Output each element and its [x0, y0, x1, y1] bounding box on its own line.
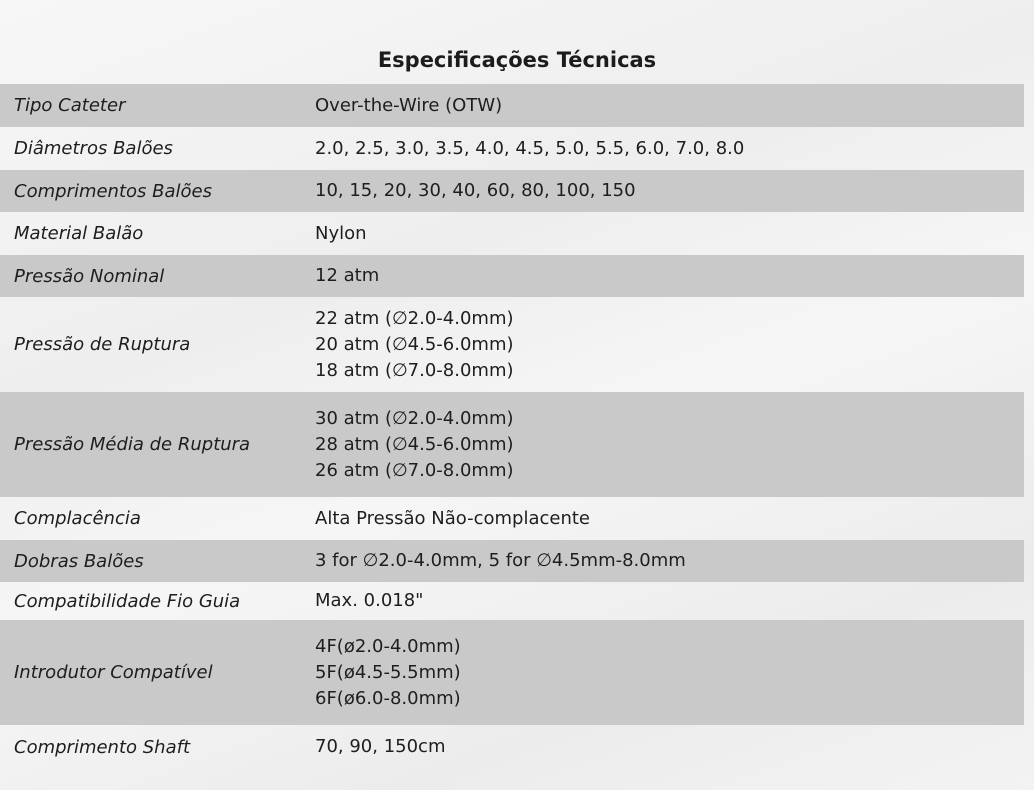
spec-value-line: 12 atm: [315, 265, 380, 286]
spec-value-line: 4F(ø2.0-4.0mm): [315, 635, 461, 657]
spec-value-line: Over-the-Wire (OTW): [315, 94, 503, 116]
spec-value-line: 70, 90, 150cm: [315, 736, 446, 757]
spec-value: [315, 634, 1024, 712]
spec-value-line: 30 atm (∅2.0-4.0mm): [315, 407, 514, 429]
spec-value: [315, 734, 1024, 760]
spec-row-material-balao: [0, 212, 1024, 255]
spec-value-line: 10, 15, 20, 30, 40, 60, 80, 100, 150: [315, 180, 636, 201]
spec-value: [315, 306, 1024, 384]
spec-value: [315, 136, 1024, 162]
spec-row-complacencia: [0, 497, 1024, 540]
spec-label: Compatibilidade Fio Guia: [14, 590, 241, 612]
spec-value-line: 28 atm (∅4.5-6.0mm): [315, 433, 514, 455]
spec-value: [315, 506, 1024, 532]
spec-row-tipo-cateter: [0, 84, 1024, 127]
spec-row-introdutor-compativel: [0, 620, 1024, 725]
page-title: Especificações Técnicas: [377, 48, 657, 72]
spec-value-line: 3 for ∅2.0-4.0mm, 5 for ∅4.5mm-8.0mm: [315, 550, 686, 571]
spec-value: [315, 263, 1024, 289]
spec-row-pressao-ruptura: [0, 297, 1024, 392]
spec-value: [315, 178, 1024, 204]
spec-label: Pressão de Ruptura: [14, 334, 191, 355]
spec-label: Diâmetros Balões: [14, 138, 173, 159]
spec-row-comprimento-shaft: [0, 725, 1024, 769]
spec-row-compatibilidade-fio-guia: [0, 582, 1024, 620]
spec-table: [0, 84, 1024, 769]
spec-label: Material Balão: [14, 223, 144, 244]
spec-value: [315, 588, 1024, 614]
spec-value-line: 2.0, 2.5, 3.0, 3.5, 4.0, 4.5, 5.0, 5.5, 6.0, 7.0, 8.0: [315, 137, 745, 159]
spec-value: [315, 406, 1024, 484]
spec-value-line: Alta Pressão Não-complacente: [315, 507, 591, 529]
spec-value: [315, 548, 1024, 574]
spec-label: Pressão Média de Ruptura: [14, 434, 251, 455]
spec-value-line: 20 atm (∅4.5-6.0mm): [315, 333, 514, 355]
spec-value-line: 6F(ø6.0-8.0mm): [315, 687, 461, 709]
spec-row-pressao-nominal: [0, 255, 1024, 297]
spec-label: Comprimentos Balões: [14, 180, 212, 202]
spec-label: Tipo Cateter: [14, 95, 126, 116]
spec-label: Introdutor Compatível: [14, 662, 213, 683]
spec-label: Comprimento Shaft: [14, 736, 191, 758]
spec-label: Complacência: [14, 508, 141, 529]
spec-label: Pressão Nominal: [14, 265, 165, 287]
spec-value-line: Nylon: [315, 222, 367, 244]
spec-value: [315, 221, 1024, 247]
spec-value-line: 22 atm (∅2.0-4.0mm): [315, 307, 514, 329]
spec-row-pressao-media-ruptura: [0, 392, 1024, 497]
spec-row-diametros-baloes: [0, 127, 1024, 170]
spec-value: [315, 93, 1024, 119]
spec-row-comprimentos-baloes: [0, 170, 1024, 212]
spec-value-line: 18 atm (∅7.0-8.0mm): [315, 359, 514, 381]
spec-value-line: 26 atm (∅7.0-8.0mm): [315, 459, 514, 481]
spec-value-line: 5F(ø4.5-5.5mm): [315, 661, 461, 683]
spec-row-dobras-baloes: [0, 540, 1024, 582]
spec-value-line: Max. 0.018": [315, 590, 424, 611]
spec-label: Dobras Balões: [14, 550, 144, 572]
